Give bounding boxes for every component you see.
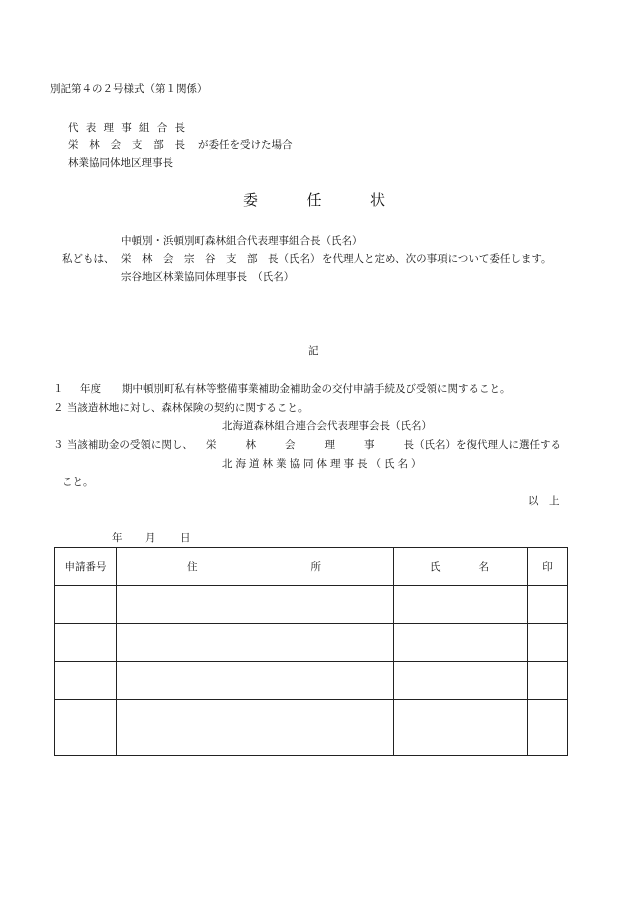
table-row bbox=[55, 624, 568, 662]
cell-seal[interactable] bbox=[528, 586, 568, 624]
cell-name[interactable] bbox=[394, 624, 528, 662]
addressee-line-2 bbox=[68, 140, 185, 151]
header-seal: 印 bbox=[528, 548, 568, 586]
header-address-char: 所 bbox=[310, 561, 321, 573]
document-title bbox=[243, 193, 385, 208]
addressee-line-2-suffix: が委任を受けた場合 bbox=[198, 139, 293, 151]
date-month: 月 bbox=[145, 532, 156, 544]
addressee-line-1-char: 組 bbox=[139, 122, 150, 134]
delegation-main-name: 栄 林 会 宗 谷 支 部 長（氏名） bbox=[121, 253, 321, 265]
table-row bbox=[55, 662, 568, 700]
title-char: 状 bbox=[369, 191, 385, 209]
addressee-line-1-char: 長 bbox=[174, 122, 185, 134]
addressee-line-1-char: 事 bbox=[121, 122, 132, 134]
item-3-name-part: 理 bbox=[324, 439, 335, 451]
delegation-upper: 中頓別・浜頓別町森林組合代表理事組合長（氏名） bbox=[121, 235, 363, 247]
cell-address[interactable] bbox=[117, 700, 394, 756]
item-3-upper: 北海道森林組合連合会代表理事会長（氏名） bbox=[222, 420, 432, 432]
table-row bbox=[55, 586, 568, 624]
cell-name[interactable] bbox=[394, 700, 528, 756]
title-char: 任 bbox=[306, 191, 322, 209]
addressee-line-1-char: 代 bbox=[68, 122, 79, 134]
addressee-line-1-char: 合 bbox=[156, 122, 168, 134]
header-name bbox=[394, 548, 528, 586]
item-3-lower: 北海道林業協同体理事長（氏名） bbox=[222, 458, 425, 470]
cell-application-number[interactable] bbox=[55, 662, 117, 700]
cell-seal[interactable] bbox=[528, 662, 568, 700]
addressee-line-3: 林業協同体地区理事長 bbox=[68, 157, 173, 169]
header-address bbox=[117, 548, 394, 586]
applicant-table bbox=[54, 547, 568, 756]
item-1-year: 年度 bbox=[80, 383, 101, 395]
cell-address[interactable] bbox=[117, 586, 394, 624]
cell-application-number[interactable] bbox=[55, 624, 117, 662]
addressee-line-2-char: 支 bbox=[131, 139, 143, 151]
header-name-char: 氏 bbox=[430, 561, 441, 573]
item-3-prefix: ３ 当該補助金の受領に関し、 bbox=[53, 439, 193, 451]
addressee-line-2-char: 林 bbox=[89, 139, 100, 151]
item-3-name bbox=[206, 440, 561, 451]
addressee-line-2-char: 長 bbox=[174, 139, 185, 151]
header-application-number: 申請番号 bbox=[55, 548, 117, 586]
date-day: 日 bbox=[180, 532, 191, 544]
cell-seal[interactable] bbox=[528, 624, 568, 662]
item-3-end: こと。 bbox=[62, 476, 94, 488]
delegation-lower: 宗谷地区林業協同体理事長 （氏名） bbox=[121, 271, 295, 283]
cell-application-number[interactable] bbox=[55, 700, 117, 756]
item-3-name-part: 事 bbox=[364, 439, 375, 451]
ki-marker: 記 bbox=[308, 345, 319, 357]
cell-address[interactable] bbox=[117, 662, 394, 700]
item-1-text: 期中頓別町私有林等整備事業補助金補助金の交付申請手続及び受領に関すること。 bbox=[122, 383, 511, 395]
item-2-text: ２ 当該造林地に対し、森林保険の契約に関すること。 bbox=[53, 402, 309, 414]
date-year: 年 bbox=[112, 532, 123, 544]
closing-mark: 以 上 bbox=[528, 495, 560, 507]
delegation-main-suffix: を代理人と定め、次の事項について委任します。 bbox=[322, 253, 552, 265]
cell-seal[interactable] bbox=[528, 700, 568, 756]
item-3-name-part: 会 bbox=[285, 439, 296, 451]
cell-name[interactable] bbox=[394, 586, 528, 624]
addressee-line-1-char: 表 bbox=[85, 122, 97, 134]
table-header-row bbox=[55, 548, 568, 586]
addressee-line-1 bbox=[68, 123, 185, 134]
cell-application-number[interactable] bbox=[55, 586, 117, 624]
addressee-line-2-char: 部 bbox=[153, 139, 164, 151]
cell-address[interactable] bbox=[117, 624, 394, 662]
title-char: 委 bbox=[243, 191, 259, 209]
addressee-line-1-char: 理 bbox=[103, 122, 114, 134]
delegation-main-prefix: 私どもは、 bbox=[62, 253, 115, 265]
cell-name[interactable] bbox=[394, 662, 528, 700]
item-3-name-part: 林 bbox=[245, 439, 256, 451]
addressee-line-2-char: 会 bbox=[110, 139, 122, 151]
item-3-name-part: 長（氏名）を復代理人に選任する bbox=[403, 439, 561, 451]
table-row bbox=[55, 700, 568, 756]
form-id: 別記第４の２号様式（第１関係） bbox=[50, 83, 208, 95]
item-3-name-part: 栄 bbox=[206, 439, 217, 451]
header-name-char: 名 bbox=[478, 561, 489, 573]
item-1-number: １ bbox=[53, 383, 64, 395]
header-address-char: 住 bbox=[187, 561, 198, 573]
addressee-line-2-char: 栄 bbox=[68, 139, 79, 151]
